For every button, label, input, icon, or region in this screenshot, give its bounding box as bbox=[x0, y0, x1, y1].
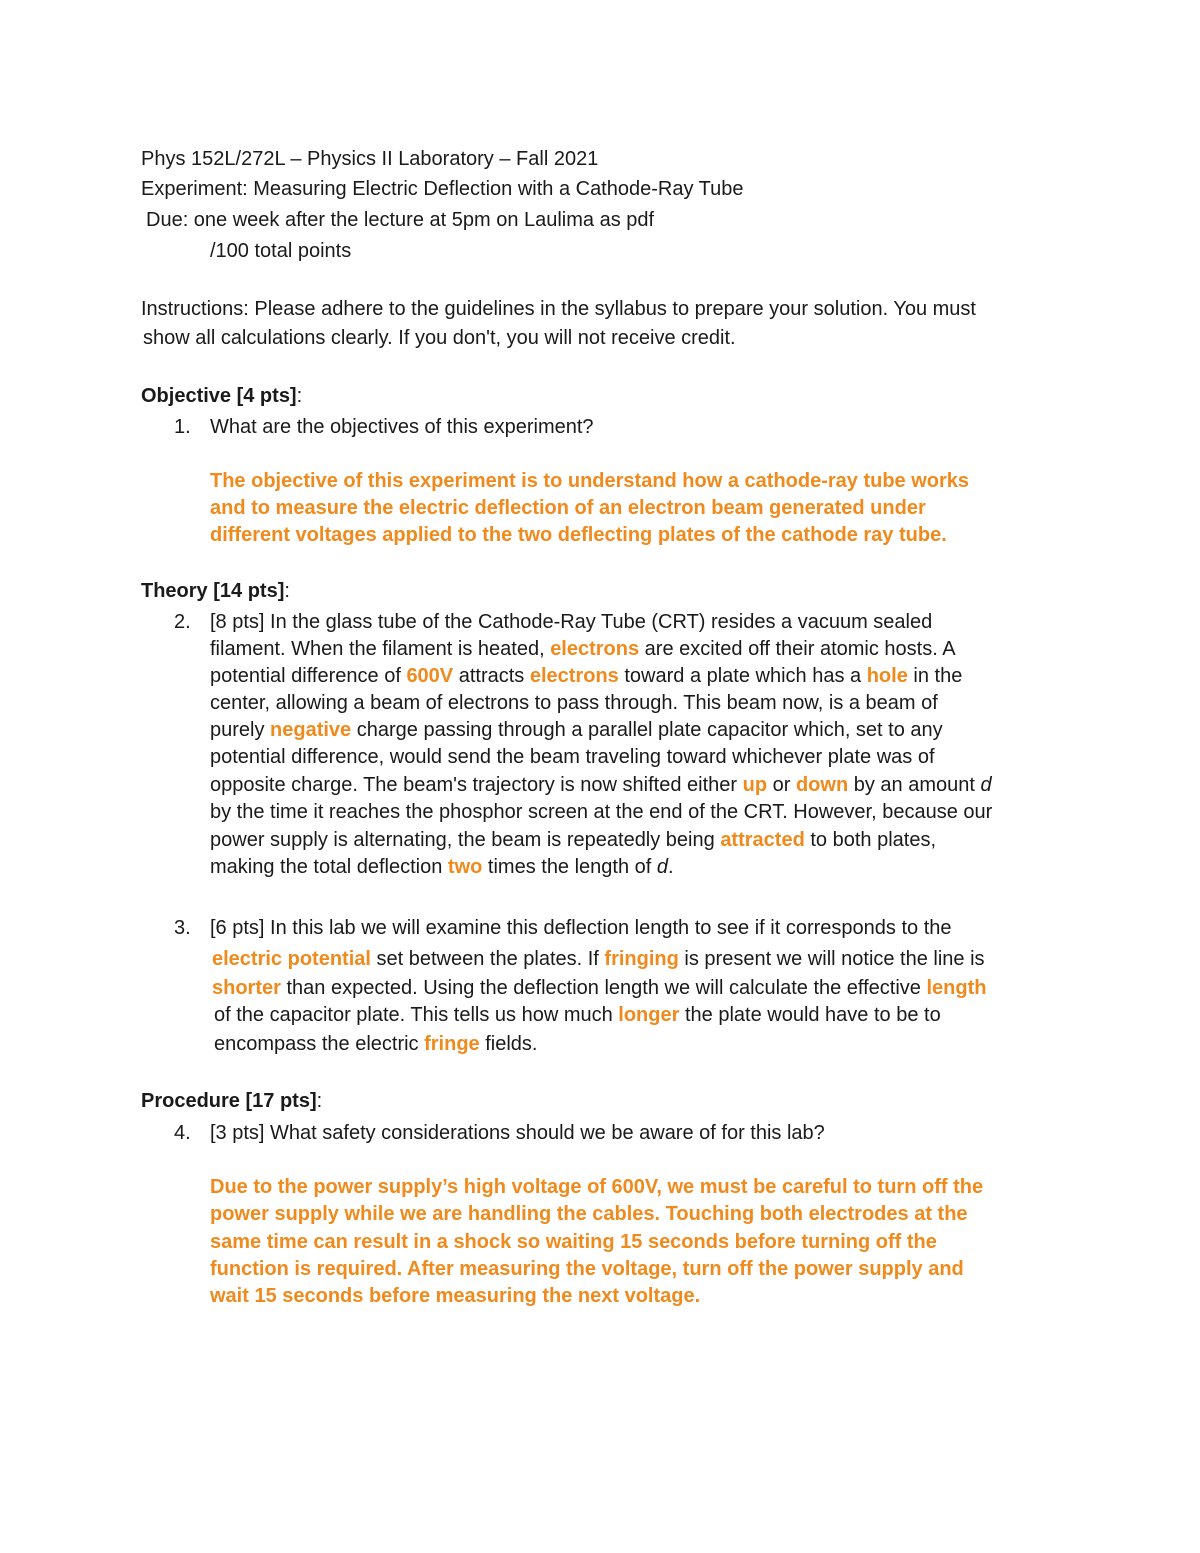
objective-answer-line-2: and to measure the electric deflection of an electron beam generated under bbox=[210, 497, 926, 519]
q2-highlight: hole bbox=[866, 665, 908, 687]
q2-text: or bbox=[767, 774, 796, 796]
q2-highlight: electrons bbox=[529, 665, 619, 687]
q2-line-5 bbox=[210, 716, 943, 744]
course-title: Phys 152L/272L – Physics II Laboratory – Fall 2021 bbox=[141, 148, 599, 170]
q2-text: filament. When the filament is heated, bbox=[210, 638, 551, 660]
q2-highlight: negative bbox=[270, 719, 352, 741]
objective-heading bbox=[141, 382, 302, 410]
theory-heading-text: Theory [14 pts] bbox=[141, 580, 285, 602]
q2-line-9 bbox=[210, 826, 936, 854]
total-points: /100 total points bbox=[210, 240, 352, 262]
q2-line-1: [8 pts] In the glass tube of the Cathode-Ray Tube (CRT) resides a vacuum sealed bbox=[210, 611, 933, 633]
q2-highlight: two bbox=[447, 856, 483, 878]
q2-line-8: by the time it reaches the phosphor screen at the end of the CRT. However, because our bbox=[210, 801, 993, 823]
q2-text: potential difference of bbox=[210, 665, 407, 687]
q2-text: opposite charge. The beam's trajectory is now shifted either bbox=[210, 774, 743, 796]
q2-text: to both plates, bbox=[804, 829, 936, 851]
theory-heading bbox=[141, 577, 290, 605]
q3-text: fields. bbox=[479, 1033, 538, 1055]
q2-text: purely bbox=[210, 719, 271, 741]
experiment-title: Experiment: Measuring Electric Deflection with a Cathode-Ray Tube bbox=[141, 178, 744, 200]
q2-line-3 bbox=[210, 662, 962, 690]
q2-text: power supply is alternating, the beam is repeatedly being bbox=[210, 829, 721, 851]
procedure-answer-line-3: same time can result in a shock so waiting 15 seconds before turning off the bbox=[210, 1231, 937, 1253]
procedure-heading bbox=[141, 1087, 322, 1115]
q3-text: encompass the electric bbox=[214, 1033, 425, 1055]
procedure-answer-line-4: function is required. After measuring the voltage, turn off the power supply and bbox=[210, 1258, 964, 1280]
q2-line-2 bbox=[210, 635, 956, 663]
q3-line-4 bbox=[214, 1001, 941, 1029]
q3-line-1: [6 pts] In this lab we will examine this deflection length to see if it corresponds to the bbox=[210, 917, 952, 939]
question-2-number: 2. bbox=[174, 611, 191, 633]
objective-heading-text: Objective [4 pts] bbox=[141, 385, 297, 407]
q2-text: are excited off their atomic hosts. A bbox=[639, 638, 956, 660]
q2-variable: d bbox=[980, 774, 992, 796]
q2-highlight: 600V bbox=[406, 665, 454, 687]
q2-line-7 bbox=[210, 771, 992, 799]
q2-text: . bbox=[668, 856, 674, 878]
q2-highlight: electrons bbox=[550, 638, 640, 660]
q2-highlight: down bbox=[795, 774, 849, 796]
q2-text: charge passing through a parallel plate capacitor which, set to any bbox=[351, 719, 943, 741]
q2-text: making the total deflection bbox=[210, 856, 448, 878]
q2-variable: d bbox=[656, 856, 669, 878]
q2-highlight: attracted bbox=[720, 829, 805, 851]
procedure-answer-line-5: wait 15 seconds before measuring the next voltage. bbox=[210, 1285, 701, 1307]
q2-text: by an amount bbox=[848, 774, 981, 796]
q3-line-3 bbox=[212, 974, 986, 1002]
objective-heading-colon: : bbox=[296, 385, 303, 407]
q3-highlight: fringe bbox=[424, 1033, 480, 1055]
q3-line-5 bbox=[214, 1030, 537, 1058]
q3-highlight: length bbox=[926, 977, 987, 999]
q2-line-10 bbox=[210, 853, 674, 881]
procedure-heading-text: Procedure [17 pts] bbox=[141, 1090, 317, 1112]
question-4-number: 4. bbox=[174, 1122, 191, 1144]
q2-text: in the bbox=[907, 665, 963, 687]
q2-text: toward a plate which has a bbox=[618, 665, 867, 687]
q3-text: the plate would have to be to bbox=[679, 1004, 941, 1026]
objective-answer-line-1: The objective of this experiment is to understand how a cathode-ray tube works bbox=[210, 470, 970, 492]
q3-highlight: electric potential bbox=[212, 948, 371, 970]
procedure-answer-line-1: Due to the power supply’s high voltage of 600V, we must be careful to turn off the bbox=[210, 1176, 984, 1198]
question-3-number: 3. bbox=[174, 917, 191, 939]
objective-answer-line-3: different voltages applied to the two deflecting plates of the cathode ray tube. bbox=[210, 524, 947, 546]
q2-line-4: center, allowing a beam of electrons to pass through. This beam now, is a beam of bbox=[210, 692, 938, 714]
q3-highlight: shorter bbox=[212, 977, 281, 999]
q2-highlight: up bbox=[742, 774, 768, 796]
q3-highlight: fringing bbox=[604, 948, 679, 970]
theory-heading-colon: : bbox=[284, 580, 290, 602]
instructions-line-2: show all calculations clearly. If you don't, you will not receive credit. bbox=[143, 327, 736, 349]
instructions-line-1: Instructions: Please adhere to the guidelines in the syllabus to prepare your solution. You must bbox=[141, 298, 976, 320]
procedure-answer-line-2: power supply while we are handling the cables. Touching both electrodes at the bbox=[210, 1203, 968, 1225]
q3-text: than expected. Using the deflection length we will calculate the effective bbox=[280, 977, 927, 999]
q2-text: times the length of bbox=[482, 856, 657, 878]
question-4: [3 pts] What safety considerations should we be aware of for this lab? bbox=[210, 1122, 825, 1144]
q3-text: of the capacitor plate. This tells us how much bbox=[214, 1004, 619, 1026]
q3-highlight: longer bbox=[618, 1004, 680, 1026]
due-date: Due: one week after the lecture at 5pm on Laulima as pdf bbox=[146, 209, 655, 231]
q2-line-6: potential difference, would send the beam traveling toward whichever plate was of bbox=[210, 746, 935, 768]
q3-text: is present we will notice the line is bbox=[678, 948, 985, 970]
q3-text: set between the plates. If bbox=[370, 948, 605, 970]
q3-line-2 bbox=[212, 945, 985, 973]
question-1-number: 1. bbox=[174, 416, 191, 438]
procedure-heading-colon: : bbox=[316, 1090, 323, 1112]
q2-text: attracts bbox=[453, 665, 530, 687]
question-1: What are the objectives of this experiment? bbox=[210, 416, 594, 438]
